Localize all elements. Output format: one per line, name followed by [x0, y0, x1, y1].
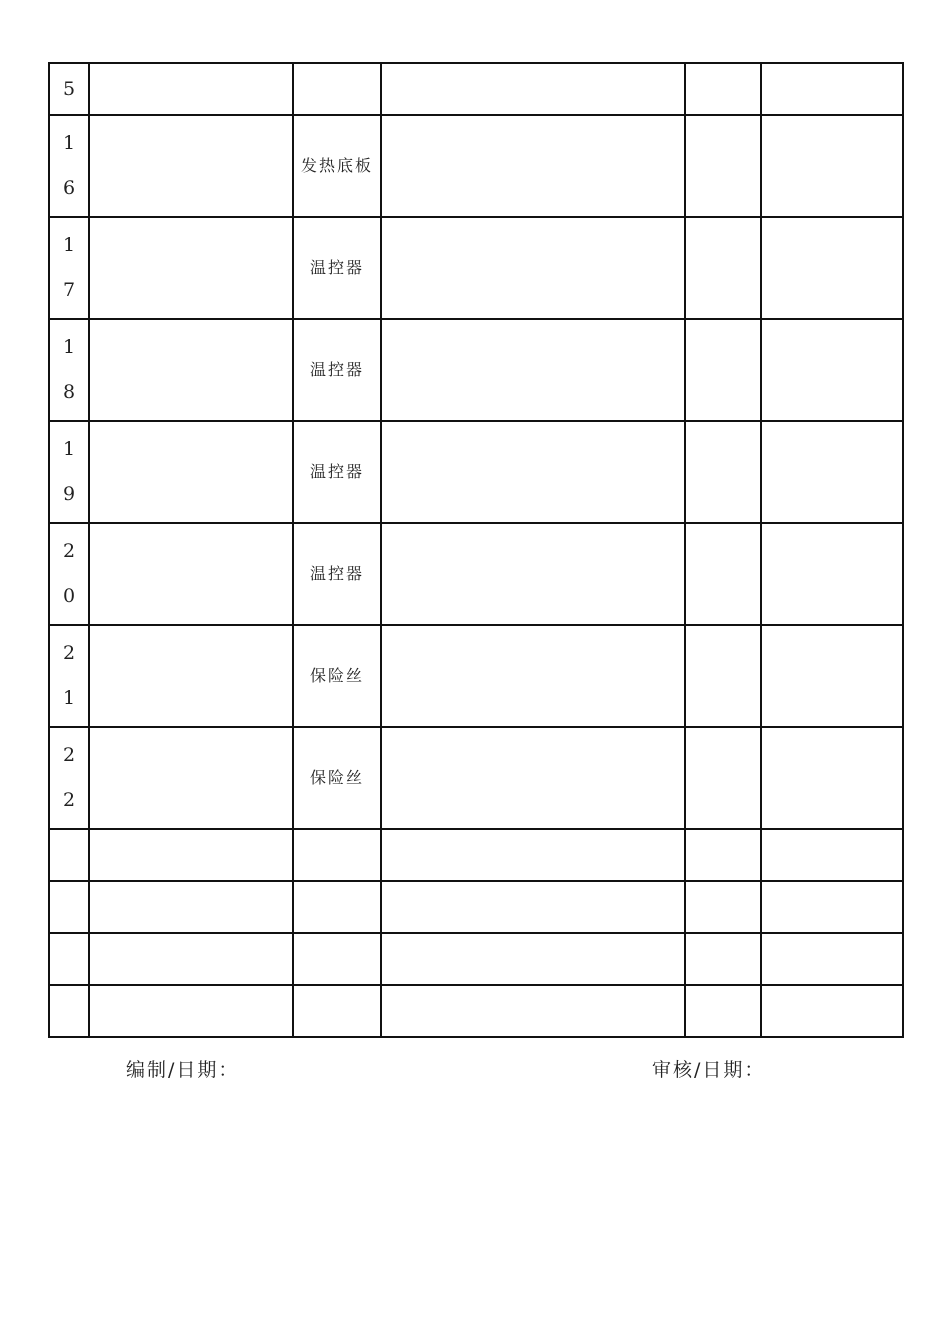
row-number-digit: 1: [62, 132, 76, 154]
cell: [89, 319, 293, 421]
cell: [761, 625, 903, 727]
table-row: [49, 727, 903, 829]
table-row: [49, 881, 903, 933]
cell: [685, 985, 761, 1037]
row-number-digit: 2: [62, 642, 76, 664]
prepared-by-date-label: 编制/日期：: [126, 1059, 240, 1081]
cell: [381, 63, 685, 115]
row-number-digit: 6: [62, 177, 76, 199]
cell: [685, 625, 761, 727]
parts-table: [48, 62, 904, 1038]
cell: [381, 115, 685, 217]
cell: [89, 985, 293, 1037]
part-name: 温控器: [293, 523, 381, 625]
cell: [381, 217, 685, 319]
cell: [381, 319, 685, 421]
row-number: [49, 421, 89, 523]
table-row: [49, 63, 903, 115]
row-number-digit: 8: [62, 381, 76, 403]
row-number-digit: 2: [62, 789, 76, 811]
cell: [89, 217, 293, 319]
part-name: 温控器: [293, 319, 381, 421]
cell: [381, 421, 685, 523]
table-row: [49, 625, 903, 727]
table-row: [49, 421, 903, 523]
cell: [761, 115, 903, 217]
cell: [381, 881, 685, 933]
row-number-digit: 1: [62, 234, 76, 256]
row-number: [49, 881, 89, 933]
cell: [761, 217, 903, 319]
row-number: [49, 933, 89, 985]
reviewed-by-date-label: 审核/日期：: [652, 1059, 766, 1081]
row-number: [49, 625, 89, 727]
part-name: [293, 829, 381, 881]
cell: [761, 985, 903, 1037]
cell: [685, 63, 761, 115]
cell: [685, 829, 761, 881]
cell: [685, 727, 761, 829]
cell: [761, 319, 903, 421]
cell: [89, 63, 293, 115]
cell: [89, 421, 293, 523]
row-number-digit: 1: [62, 336, 76, 358]
part-name: [293, 933, 381, 985]
cell: [381, 829, 685, 881]
cell: [89, 829, 293, 881]
cell: [685, 319, 761, 421]
row-number-digit: 1: [62, 687, 76, 709]
cell: [381, 985, 685, 1037]
row-number: [49, 727, 89, 829]
cell: [685, 217, 761, 319]
cell: [89, 881, 293, 933]
row-number-digit: 1: [62, 438, 76, 460]
cell: [381, 933, 685, 985]
cell: [89, 625, 293, 727]
cell: [685, 881, 761, 933]
part-name: [293, 985, 381, 1037]
row-number-digit: 7: [62, 279, 76, 301]
row-number: [49, 319, 89, 421]
part-name: 发热底板: [293, 115, 381, 217]
row-number: [49, 63, 89, 115]
part-name: 保险丝: [293, 727, 381, 829]
part-name: [293, 881, 381, 933]
row-number-digit: 2: [62, 540, 76, 562]
part-name: 温控器: [293, 421, 381, 523]
row-number: [49, 829, 89, 881]
cell: [685, 933, 761, 985]
cell: [761, 63, 903, 115]
table-row: [49, 319, 903, 421]
part-name: 温控器: [293, 217, 381, 319]
cell: [381, 727, 685, 829]
row-number: [49, 523, 89, 625]
cell: [761, 727, 903, 829]
cell: [761, 421, 903, 523]
cell: [381, 625, 685, 727]
table-row: [49, 217, 903, 319]
table-row: [49, 933, 903, 985]
table-row: [49, 115, 903, 217]
cell: [89, 523, 293, 625]
row-number: [49, 115, 89, 217]
cell: [381, 523, 685, 625]
table-row: [49, 523, 903, 625]
part-name: [293, 63, 381, 115]
row-number: [49, 217, 89, 319]
cell: [89, 727, 293, 829]
cell: [761, 829, 903, 881]
cell: [89, 933, 293, 985]
cell: [89, 115, 293, 217]
row-number-digit: 2: [62, 744, 76, 766]
cell: [685, 115, 761, 217]
table-row: [49, 985, 903, 1037]
cell: [685, 421, 761, 523]
row-number-digit: 5: [62, 77, 76, 100]
cell: [761, 933, 903, 985]
row-number-digit: 0: [62, 585, 76, 607]
part-name: 保险丝: [293, 625, 381, 727]
cell: [761, 523, 903, 625]
row-number: [49, 985, 89, 1037]
cell: [685, 523, 761, 625]
row-number-digit: 9: [62, 483, 76, 505]
cell: [761, 881, 903, 933]
table-row: [49, 829, 903, 881]
